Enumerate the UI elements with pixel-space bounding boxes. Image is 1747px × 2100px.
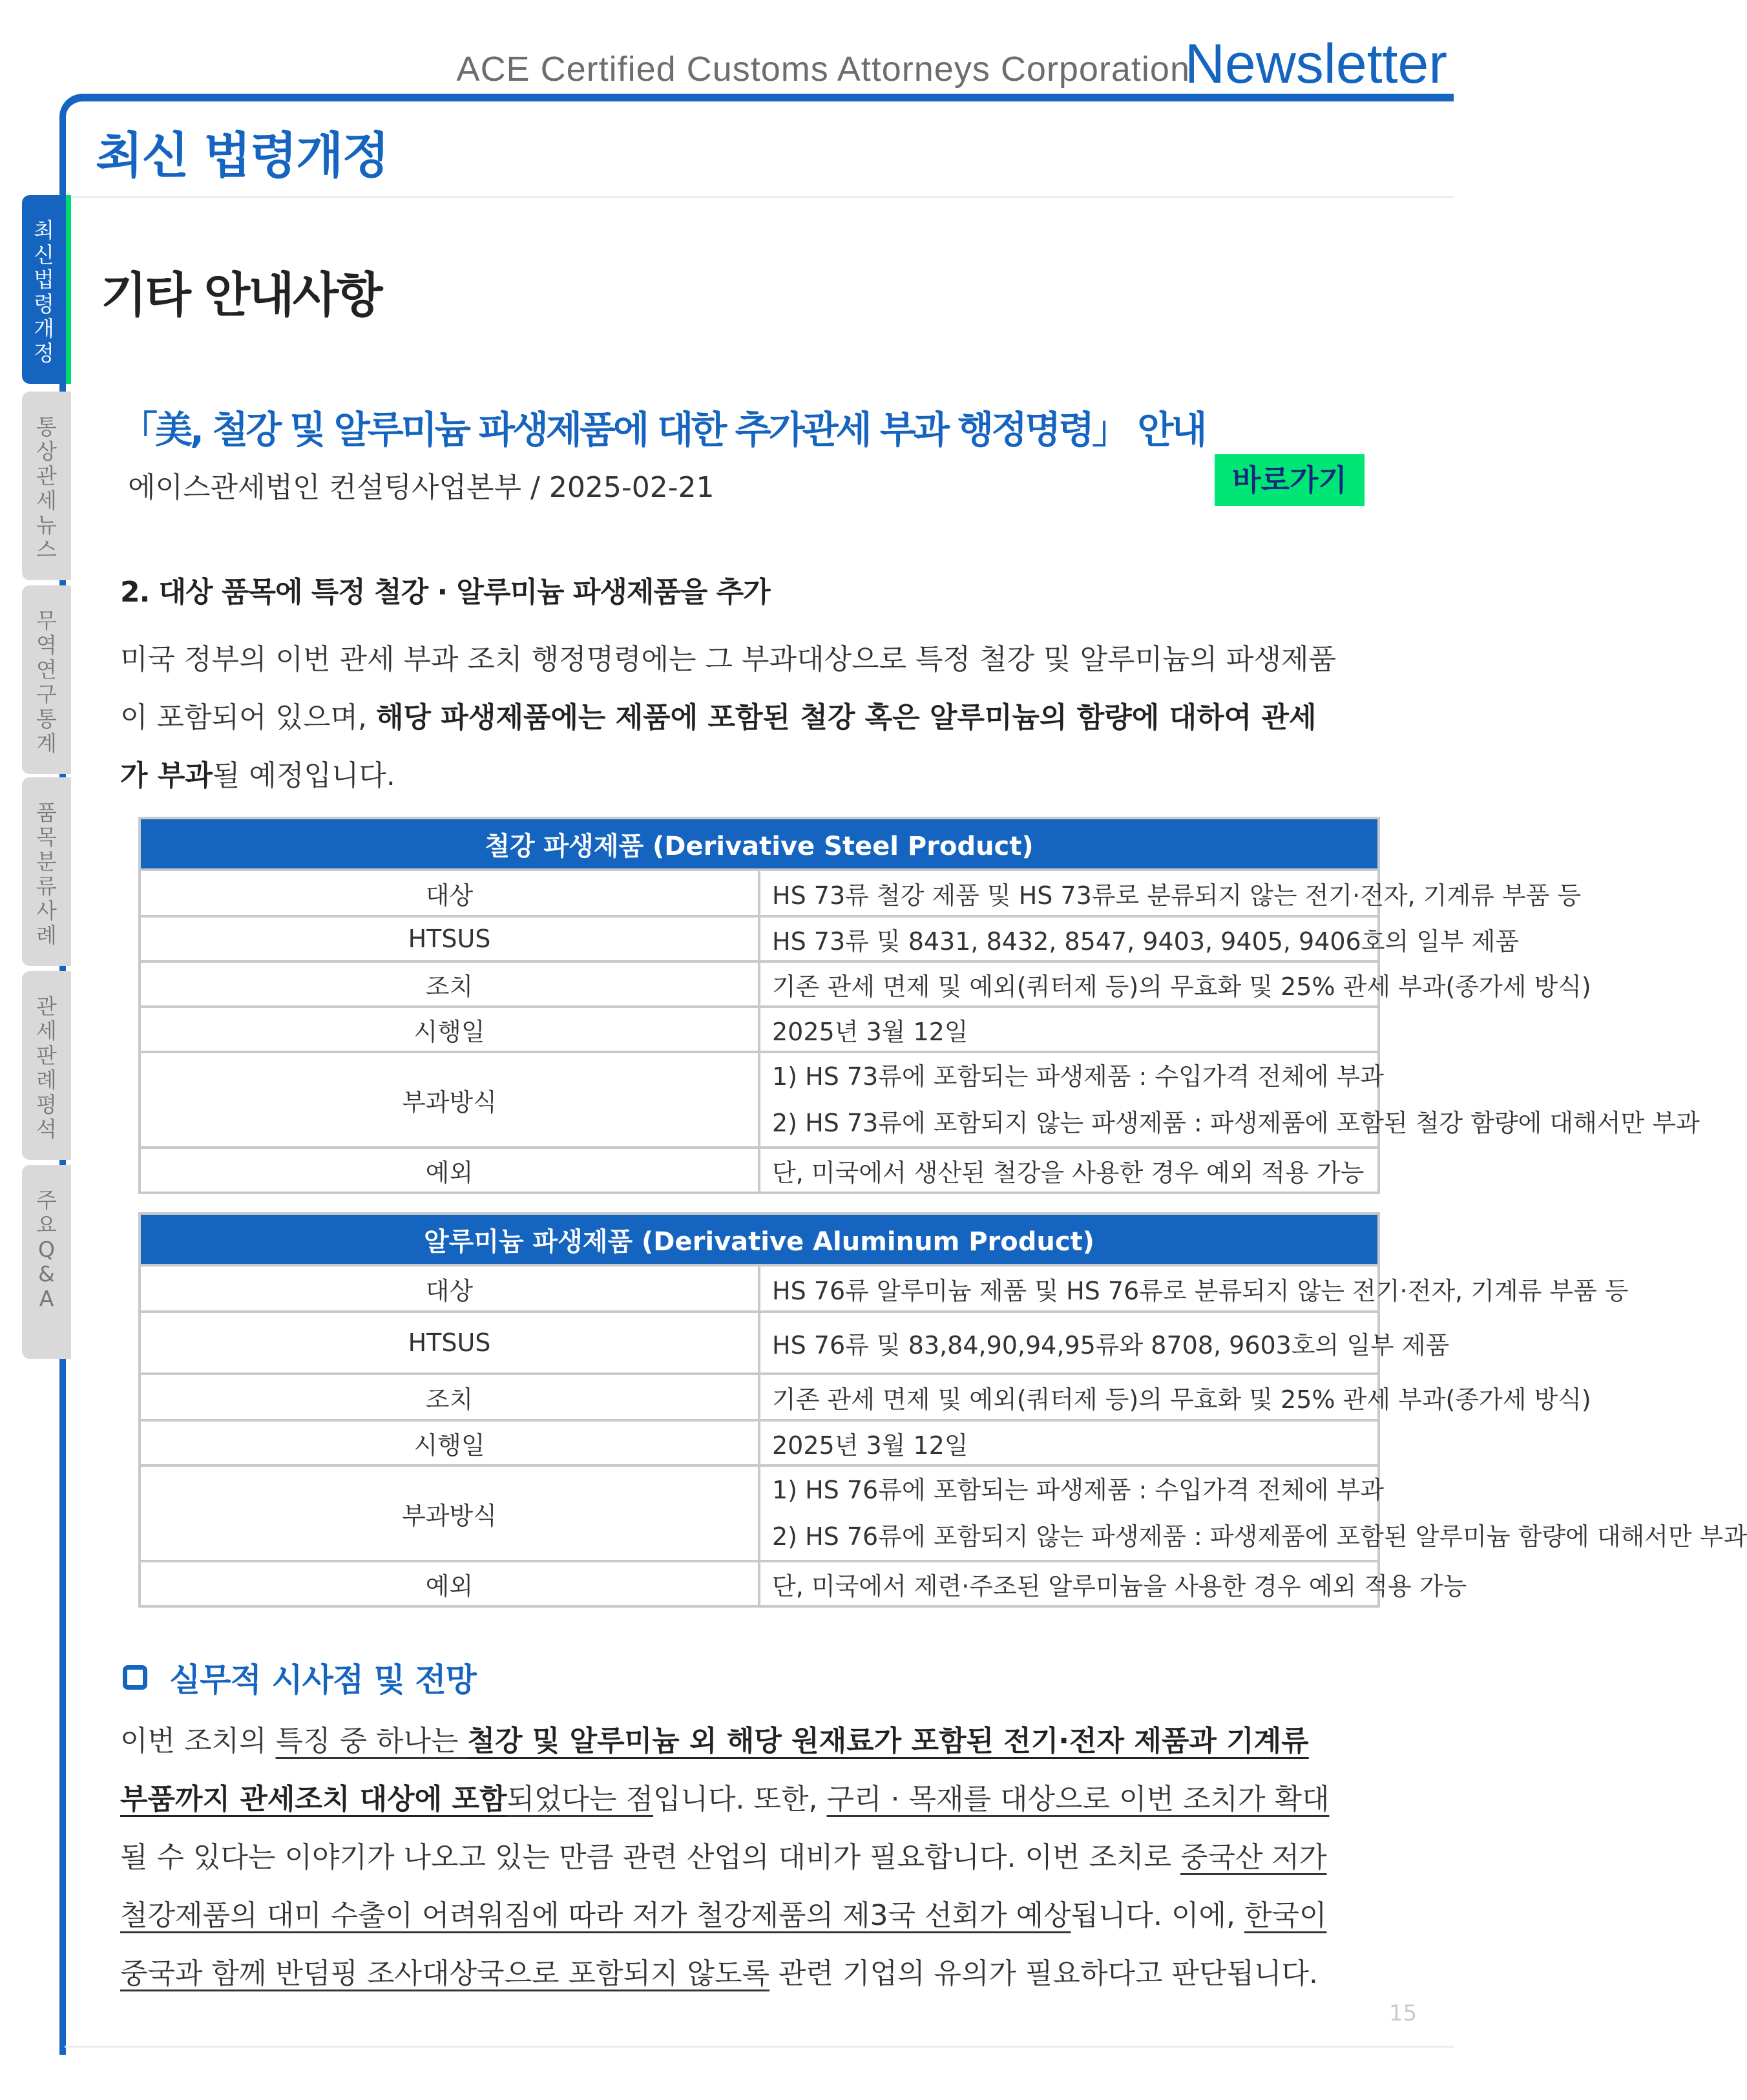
row-value: 단, 미국에서 생산된 철강을 사용한 경우 예외 적용 가능	[759, 1148, 1379, 1193]
tab-label-char: 스	[36, 537, 57, 562]
implications-title-text: 실무적 시사점 및 전망	[169, 1661, 476, 1699]
frame-bottom-divider	[65, 2046, 1454, 2048]
tab-label-char: 령	[34, 291, 54, 317]
tab-main-qa[interactable]	[22, 1165, 71, 1359]
tab-label	[36, 994, 57, 1142]
page-number: 15	[1389, 2000, 1417, 2026]
subheading: 2. 대상 품목에 특정 철강 · 알루미늄 파생제품을 추가	[120, 576, 770, 609]
tab-label-char: Q	[38, 1237, 55, 1262]
aluminum-table	[138, 1212, 1747, 1608]
row-value-multiline	[759, 1052, 1700, 1148]
tab-label-char: 평	[36, 1092, 57, 1117]
row-label: 대상	[140, 1265, 759, 1312]
implications-segment: 됩니다. 이에,	[1071, 1899, 1244, 1932]
tab-label-char: 통	[36, 414, 57, 439]
tab-label-char: 관	[36, 463, 57, 488]
tab-latest-law-revisions[interactable]	[22, 195, 71, 384]
tab-label-char: 계	[36, 731, 57, 756]
implications-segment: 구리 · 목재를 대상으로 이번 조치가 확대	[826, 1783, 1330, 1816]
tab-label	[36, 415, 57, 562]
row-value: 2025년 3월 12일	[759, 1420, 1379, 1465]
tab-label-char: 요	[36, 1212, 57, 1237]
tab-label-char: 상	[36, 439, 57, 464]
row-value: 2025년 3월 12일	[759, 1007, 1379, 1052]
implications-title	[123, 1654, 476, 1701]
row-value: HS 76류 및 83,84,90,94,95류와 8708, 9603호의 일부 제품	[759, 1312, 1379, 1374]
row-value: 기존 관세 면제 및 예외(쿼터제 등)의 무효화 및 25% 관세 부과(종가세 방식)	[759, 1374, 1379, 1420]
implications-segment: 되었다는 점	[507, 1783, 654, 1816]
tab-label-char: &	[38, 1261, 55, 1286]
row-value: HS 76류 알루미늄 제품 및 HS 76류로 분류되지 않는 전기·전자, 기계류 부품 등	[759, 1265, 1379, 1312]
tab-label-char: 정	[34, 341, 54, 366]
tab-classification-cases[interactable]	[22, 777, 71, 966]
tab-trade-research-statistics[interactable]	[22, 585, 71, 774]
company-name: ACE Certified Customs Attorneys Corporation	[456, 50, 1190, 89]
row-label: HTSUS	[140, 1312, 759, 1374]
checkbox-icon	[123, 1665, 147, 1690]
aluminum-table-header: 알루미늄 파생제품 (Derivative Aluminum Product)	[140, 1213, 1379, 1265]
section-title: 최신 법령개정	[96, 127, 388, 184]
implications-segment: 입니다. 또한,	[653, 1783, 827, 1816]
row-value: 단, 미국에서 제련·주조된 알루미늄을 사용한 경우 예외 적용 가능	[759, 1561, 1379, 1606]
tab-label-char: 목	[36, 824, 57, 850]
article-meta: 에이스관세법인 컨설팅사업본부 / 2025-02-21	[128, 471, 715, 504]
row-label: 시행일	[140, 1007, 759, 1052]
row-label: 부과방식	[140, 1465, 759, 1561]
tab-label-char: 통	[36, 706, 57, 731]
tab-label-char: 뉴	[36, 512, 57, 538]
implications-segment: 이번 조치의	[120, 1725, 276, 1758]
tab-label	[36, 609, 57, 756]
implications-segment: 관련 기업의 유의가 필요하다고 판단됩니다.	[769, 1957, 1319, 1990]
row-value-multiline	[759, 1465, 1747, 1561]
tab-label-char: 역	[36, 633, 57, 658]
tab-label-char: 주	[36, 1188, 57, 1213]
row-label: HTSUS	[140, 916, 759, 961]
implications-segment: 한국이 중국과 함께 반덤핑 조사대상국으로 포함되지 않도록	[120, 1899, 1327, 1990]
row-label: 조치	[140, 961, 759, 1007]
tab-label-char: 례	[36, 1067, 57, 1093]
tab-label-char: A	[39, 1286, 54, 1311]
steel-table-header: 철강 파생제품 (Derivative Steel Product)	[140, 818, 1379, 870]
tab-label-char: 품	[36, 800, 57, 825]
tab-label	[34, 218, 54, 366]
method-line-1: 1) HS 73류에 포함되는 파생제품 : 수입가격 전체에 부과	[772, 1062, 1384, 1091]
article-title: 「美, 철강 및 알루미늄 파생제품에 대한 추가관세 부과 행정명령」 안내	[120, 408, 1205, 452]
tab-label-char: 무	[36, 608, 57, 633]
tab-label-char: 석	[36, 1117, 57, 1142]
tab-label-char: 개	[34, 316, 54, 341]
page-heading: 기타 안내사항	[101, 268, 381, 323]
tab-label	[36, 1188, 57, 1311]
tab-label-char: 최	[34, 218, 54, 243]
row-label: 대상	[140, 870, 759, 916]
tab-label-char: 세	[36, 1018, 57, 1044]
row-value: 기존 관세 면제 및 예외(쿼터제 등)의 무효화 및 25% 관세 부과(종가세 방식)	[759, 961, 1379, 1007]
tab-label-char: 류	[36, 874, 57, 899]
newsletter-label: Newsletter	[1184, 33, 1447, 95]
tab-label-char: 사	[36, 898, 57, 923]
tab-label-char: 법	[34, 267, 54, 292]
method-line-2: 2) HS 73류에 포함되지 않는 파생제품 : 파생제품에 포함된 철강 함량에 대해서만 부과	[772, 1109, 1700, 1137]
row-label: 예외	[140, 1561, 759, 1606]
intro-bold-text: 해당 파생제품에는 제품에 포함된 철강 혹은 알루미늄의 함량에 대하여 관세가 부과	[120, 701, 1317, 792]
tab-label-char: 관	[36, 994, 57, 1019]
tab-label-char: 신	[34, 242, 54, 268]
tab-label-char: 례	[36, 923, 57, 948]
row-label: 시행일	[140, 1420, 759, 1465]
row-value: HS 73류 및 8431, 8432, 8547, 9403, 9405, 9406호의 일부 제품	[759, 916, 1379, 961]
row-value: HS 73류 철강 제품 및 HS 73류로 분류되지 않는 전기·전자, 기계류 부품 등	[759, 870, 1379, 916]
intro-text: 미국 정부의 이번 관세 부과 조치 행정명령에는 그 부과대상으로 특정 철강 및 알루미늄의 파생제품이 포함되어 있으며,	[120, 643, 1336, 734]
row-label: 예외	[140, 1148, 759, 1193]
steel-table	[138, 817, 1700, 1194]
implications-segment: 특징 중 하나는	[275, 1725, 468, 1758]
intro-paragraph	[120, 631, 1341, 805]
method-line-1: 1) HS 76류에 포함되는 파생제품 : 수입가격 전체에 부과	[772, 1476, 1384, 1504]
row-label: 부과방식	[140, 1052, 759, 1148]
tab-label-char: 판	[36, 1043, 57, 1068]
intro-text-end: 될 예정입니다.	[212, 759, 395, 792]
tab-label-char: 세	[36, 488, 57, 513]
implications-segment: 될 수 있다는 이야기가 나오고 있는 만큼 관련 산업의 대비가 필요합니다. 이번 조치로	[120, 1841, 1180, 1874]
implications-segment: 중국산 저가 철강제품의 대미 수출이 어려워짐에 따라 저가 철강제품의 제3국 선회가 예상	[120, 1841, 1327, 1932]
goto-button[interactable]: 바로가기	[1215, 454, 1365, 506]
implications-paragraph	[120, 1712, 1341, 2003]
tab-label	[36, 801, 57, 948]
tab-customs-case-reviews[interactable]	[22, 971, 71, 1160]
tab-label-char: 연	[36, 657, 57, 682]
tab-label-char: 구	[36, 682, 57, 707]
method-line-2: 2) HS 76류에 포함되지 않는 파생제품 : 파생제품에 포함된 알루미늄 함량에 대해서만 부과	[772, 1522, 1747, 1551]
implications-segment: 철강 및 알루미늄 외 해당 원재료가 포함된 전기·전자 제품과 기계류 부품까지 관세조치 대상에 포함	[120, 1725, 1309, 1816]
tab-trade-customs-news[interactable]	[22, 392, 71, 580]
row-label: 조치	[140, 1374, 759, 1420]
tab-label-char: 분	[36, 849, 57, 874]
